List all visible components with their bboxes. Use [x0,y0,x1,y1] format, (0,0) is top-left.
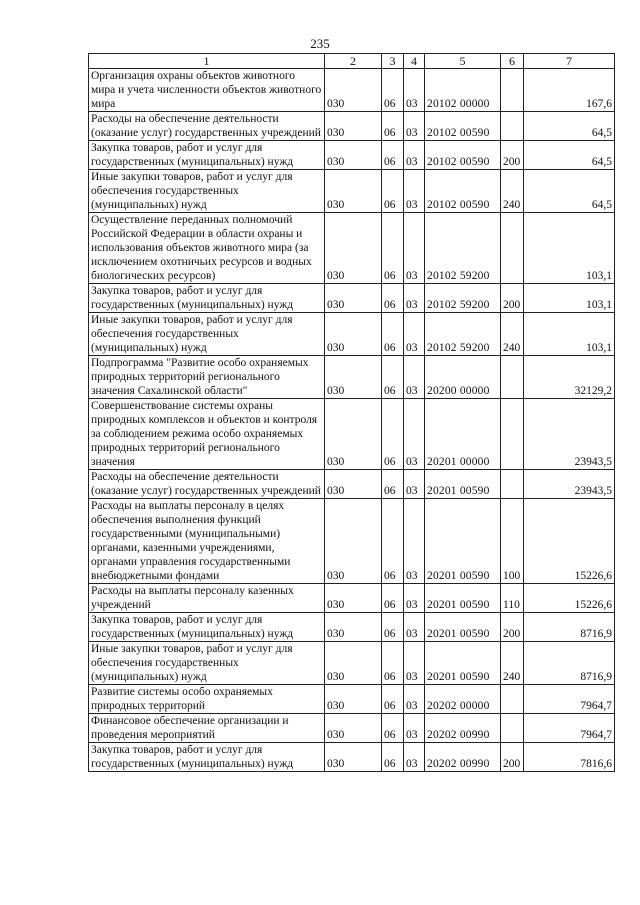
header-col-2: 2 [325,54,382,69]
row-cell-c4: 03 [404,685,425,714]
row-cell-c5: 20201 00000 [425,399,501,470]
row-name-cell: Расходы на выплаты персоналу в целях обеспечения выполнения функций государственными (муниципальными) органами, казенными учреждениями, органами управления государственными внебюджетными фондами [89,499,325,584]
row-cell-c3: 06 [382,613,404,642]
row-cell-c2: 030 [325,399,382,470]
row-name-cell: Финансовое обеспечение организации и проведения мероприятий [89,714,325,743]
row-cell-c4: 03 [404,584,425,613]
row-cell-c3: 06 [382,170,404,213]
row-name-cell: Закупка товаров, работ и услуг для государственных (муниципальных) нужд [89,141,325,170]
row-cell-c2: 030 [325,284,382,313]
table-row [89,642,615,685]
row-name-cell: Расходы на выплаты персоналу казенных учреждений [89,584,325,613]
row-cell-c2: 030 [325,470,382,499]
row-cell-c5: 20102 59200 [425,284,501,313]
table-row [89,470,615,499]
row-cell-c6 [501,69,524,112]
row-name-cell: Осуществление переданных полномочий Российской Федерации в области охраны и использования объектов животного мира (за исключением охотничьих ресурсов и водных биологических ресурсов) [89,213,325,284]
row-cell-c7: 103,1 [524,284,615,313]
row-cell-c2: 030 [325,499,382,584]
row-cell-c6 [501,685,524,714]
row-cell-c2: 030 [325,743,382,772]
row-cell-c4: 03 [404,112,425,141]
table-row [89,499,615,584]
row-name-cell: Совершенствование системы охраны природных комплексов и объектов и контроля за соблюдением режима особо охраняемых природных территорий регионального значения [89,399,325,470]
row-cell-c7: 32129,2 [524,356,615,399]
row-cell-c3: 06 [382,141,404,170]
row-cell-c5: 20102 00590 [425,170,501,213]
row-name-cell: Иные закупки товаров, работ и услуг для обеспечения государственных (муниципальных) нужд [89,313,325,356]
row-cell-c6 [501,112,524,141]
row-cell-c2: 030 [325,685,382,714]
row-cell-c5: 20102 59200 [425,313,501,356]
row-cell-c3: 06 [382,642,404,685]
table-row [89,284,615,313]
row-cell-c7: 103,1 [524,313,615,356]
row-cell-c3: 06 [382,112,404,141]
row-cell-c6 [501,213,524,284]
budget-table [88,53,615,772]
row-cell-c4: 03 [404,470,425,499]
row-cell-c5: 20201 00590 [425,470,501,499]
row-cell-c7: 15226,6 [524,499,615,584]
header-col-6: 6 [501,54,524,69]
row-cell-c4: 03 [404,714,425,743]
row-cell-c4: 03 [404,743,425,772]
row-cell-c2: 030 [325,213,382,284]
row-cell-c3: 06 [382,499,404,584]
header-col-5: 5 [425,54,501,69]
table-row [89,356,615,399]
row-cell-c4: 03 [404,141,425,170]
row-cell-c4: 03 [404,399,425,470]
row-cell-c6 [501,399,524,470]
header-col-4: 4 [404,54,425,69]
row-cell-c3: 06 [382,313,404,356]
row-cell-c7: 7816,6 [524,743,615,772]
row-cell-c6: 200 [501,284,524,313]
row-cell-c6: 240 [501,170,524,213]
row-cell-c6: 100 [501,499,524,584]
header-col-7: 7 [524,54,615,69]
row-cell-c2: 030 [325,313,382,356]
row-cell-c2: 030 [325,69,382,112]
row-cell-c4: 03 [404,284,425,313]
row-name-cell: Закупка товаров, работ и услуг для государственных (муниципальных) нужд [89,284,325,313]
row-cell-c4: 03 [404,613,425,642]
row-cell-c5: 20102 00590 [425,141,501,170]
row-cell-c7: 8716,9 [524,613,615,642]
row-cell-c5: 20102 59200 [425,213,501,284]
row-cell-c2: 030 [325,141,382,170]
row-cell-c7: 103,1 [524,213,615,284]
row-name-cell: Расходы на обеспечение деятельности (оказание услуг) государственных учреждений [89,112,325,141]
row-cell-c7: 64,5 [524,112,615,141]
header-col-3: 3 [382,54,404,69]
row-cell-c3: 06 [382,69,404,112]
table-row [89,584,615,613]
row-cell-c6 [501,470,524,499]
table-row [89,69,615,112]
row-cell-c6: 200 [501,141,524,170]
table-row [89,313,615,356]
row-cell-c7: 23943,5 [524,399,615,470]
row-cell-c3: 06 [382,356,404,399]
table-row [89,743,615,772]
row-name-cell: Иные закупки товаров, работ и услуг для обеспечения государственных (муниципальных) нужд [89,642,325,685]
row-cell-c6: 110 [501,584,524,613]
row-cell-c2: 030 [325,714,382,743]
row-cell-c3: 06 [382,685,404,714]
row-name-cell: Расходы на обеспечение деятельности (оказание услуг) государственных учреждений [89,470,325,499]
table-header-row [89,54,615,69]
row-cell-c2: 030 [325,112,382,141]
row-cell-c7: 15226,6 [524,584,615,613]
row-cell-c5: 20102 00590 [425,112,501,141]
row-cell-c2: 030 [325,584,382,613]
row-cell-c6: 200 [501,613,524,642]
page-number: 235 [310,36,330,51]
row-cell-c4: 03 [404,356,425,399]
row-cell-c3: 06 [382,743,404,772]
row-cell-c4: 03 [404,170,425,213]
row-name-cell: Иные закупки товаров, работ и услуг для обеспечения государственных (муниципальных) нужд [89,170,325,213]
table-row [89,170,615,213]
row-cell-c5: 20201 00590 [425,642,501,685]
table-row [89,213,615,284]
row-cell-c5: 20202 00990 [425,714,501,743]
row-cell-c6: 240 [501,313,524,356]
row-cell-c3: 06 [382,714,404,743]
row-cell-c5: 20201 00590 [425,613,501,642]
row-cell-c2: 030 [325,356,382,399]
row-cell-c2: 030 [325,642,382,685]
row-cell-c6 [501,714,524,743]
row-cell-c5: 20202 00990 [425,743,501,772]
row-cell-c4: 03 [404,213,425,284]
table-row [89,714,615,743]
row-cell-c5: 20102 00000 [425,69,501,112]
table-row [89,399,615,470]
row-cell-c7: 64,5 [524,170,615,213]
row-cell-c6 [501,356,524,399]
row-cell-c5: 20201 00590 [425,499,501,584]
row-cell-c7: 167,6 [524,69,615,112]
row-cell-c6: 200 [501,743,524,772]
row-cell-c4: 03 [404,642,425,685]
row-name-cell: Организация охраны объектов животного мира и учета численности объектов животного мира [89,69,325,112]
row-cell-c4: 03 [404,313,425,356]
row-cell-c3: 06 [382,284,404,313]
row-cell-c7: 64,5 [524,141,615,170]
table-body [89,69,615,772]
table-row [89,112,615,141]
row-cell-c4: 03 [404,499,425,584]
row-name-cell: Закупка товаров, работ и услуг для государственных (муниципальных) нужд [89,613,325,642]
row-cell-c7: 8716,9 [524,642,615,685]
table-row [89,685,615,714]
row-name-cell: Закупка товаров, работ и услуг для государственных (муниципальных) нужд [89,743,325,772]
row-cell-c3: 06 [382,584,404,613]
table-row [89,613,615,642]
row-cell-c2: 030 [325,613,382,642]
row-cell-c2: 030 [325,170,382,213]
row-cell-c5: 20201 00590 [425,584,501,613]
header-col-1: 1 [89,54,325,69]
row-cell-c6: 240 [501,642,524,685]
row-cell-c3: 06 [382,470,404,499]
row-name-cell: Развитие системы особо охраняемых природных территорий [89,685,325,714]
row-cell-c3: 06 [382,213,404,284]
row-cell-c7: 23943,5 [524,470,615,499]
row-cell-c5: 20200 00000 [425,356,501,399]
table-row [89,141,615,170]
row-cell-c7: 7964,7 [524,685,615,714]
row-cell-c4: 03 [404,69,425,112]
row-name-cell: Подпрограмма "Развитие особо охраняемых природных территорий регионального значения Сахалинской области" [89,356,325,399]
row-cell-c7: 7964,7 [524,714,615,743]
row-cell-c3: 06 [382,399,404,470]
row-cell-c5: 20202 00000 [425,685,501,714]
